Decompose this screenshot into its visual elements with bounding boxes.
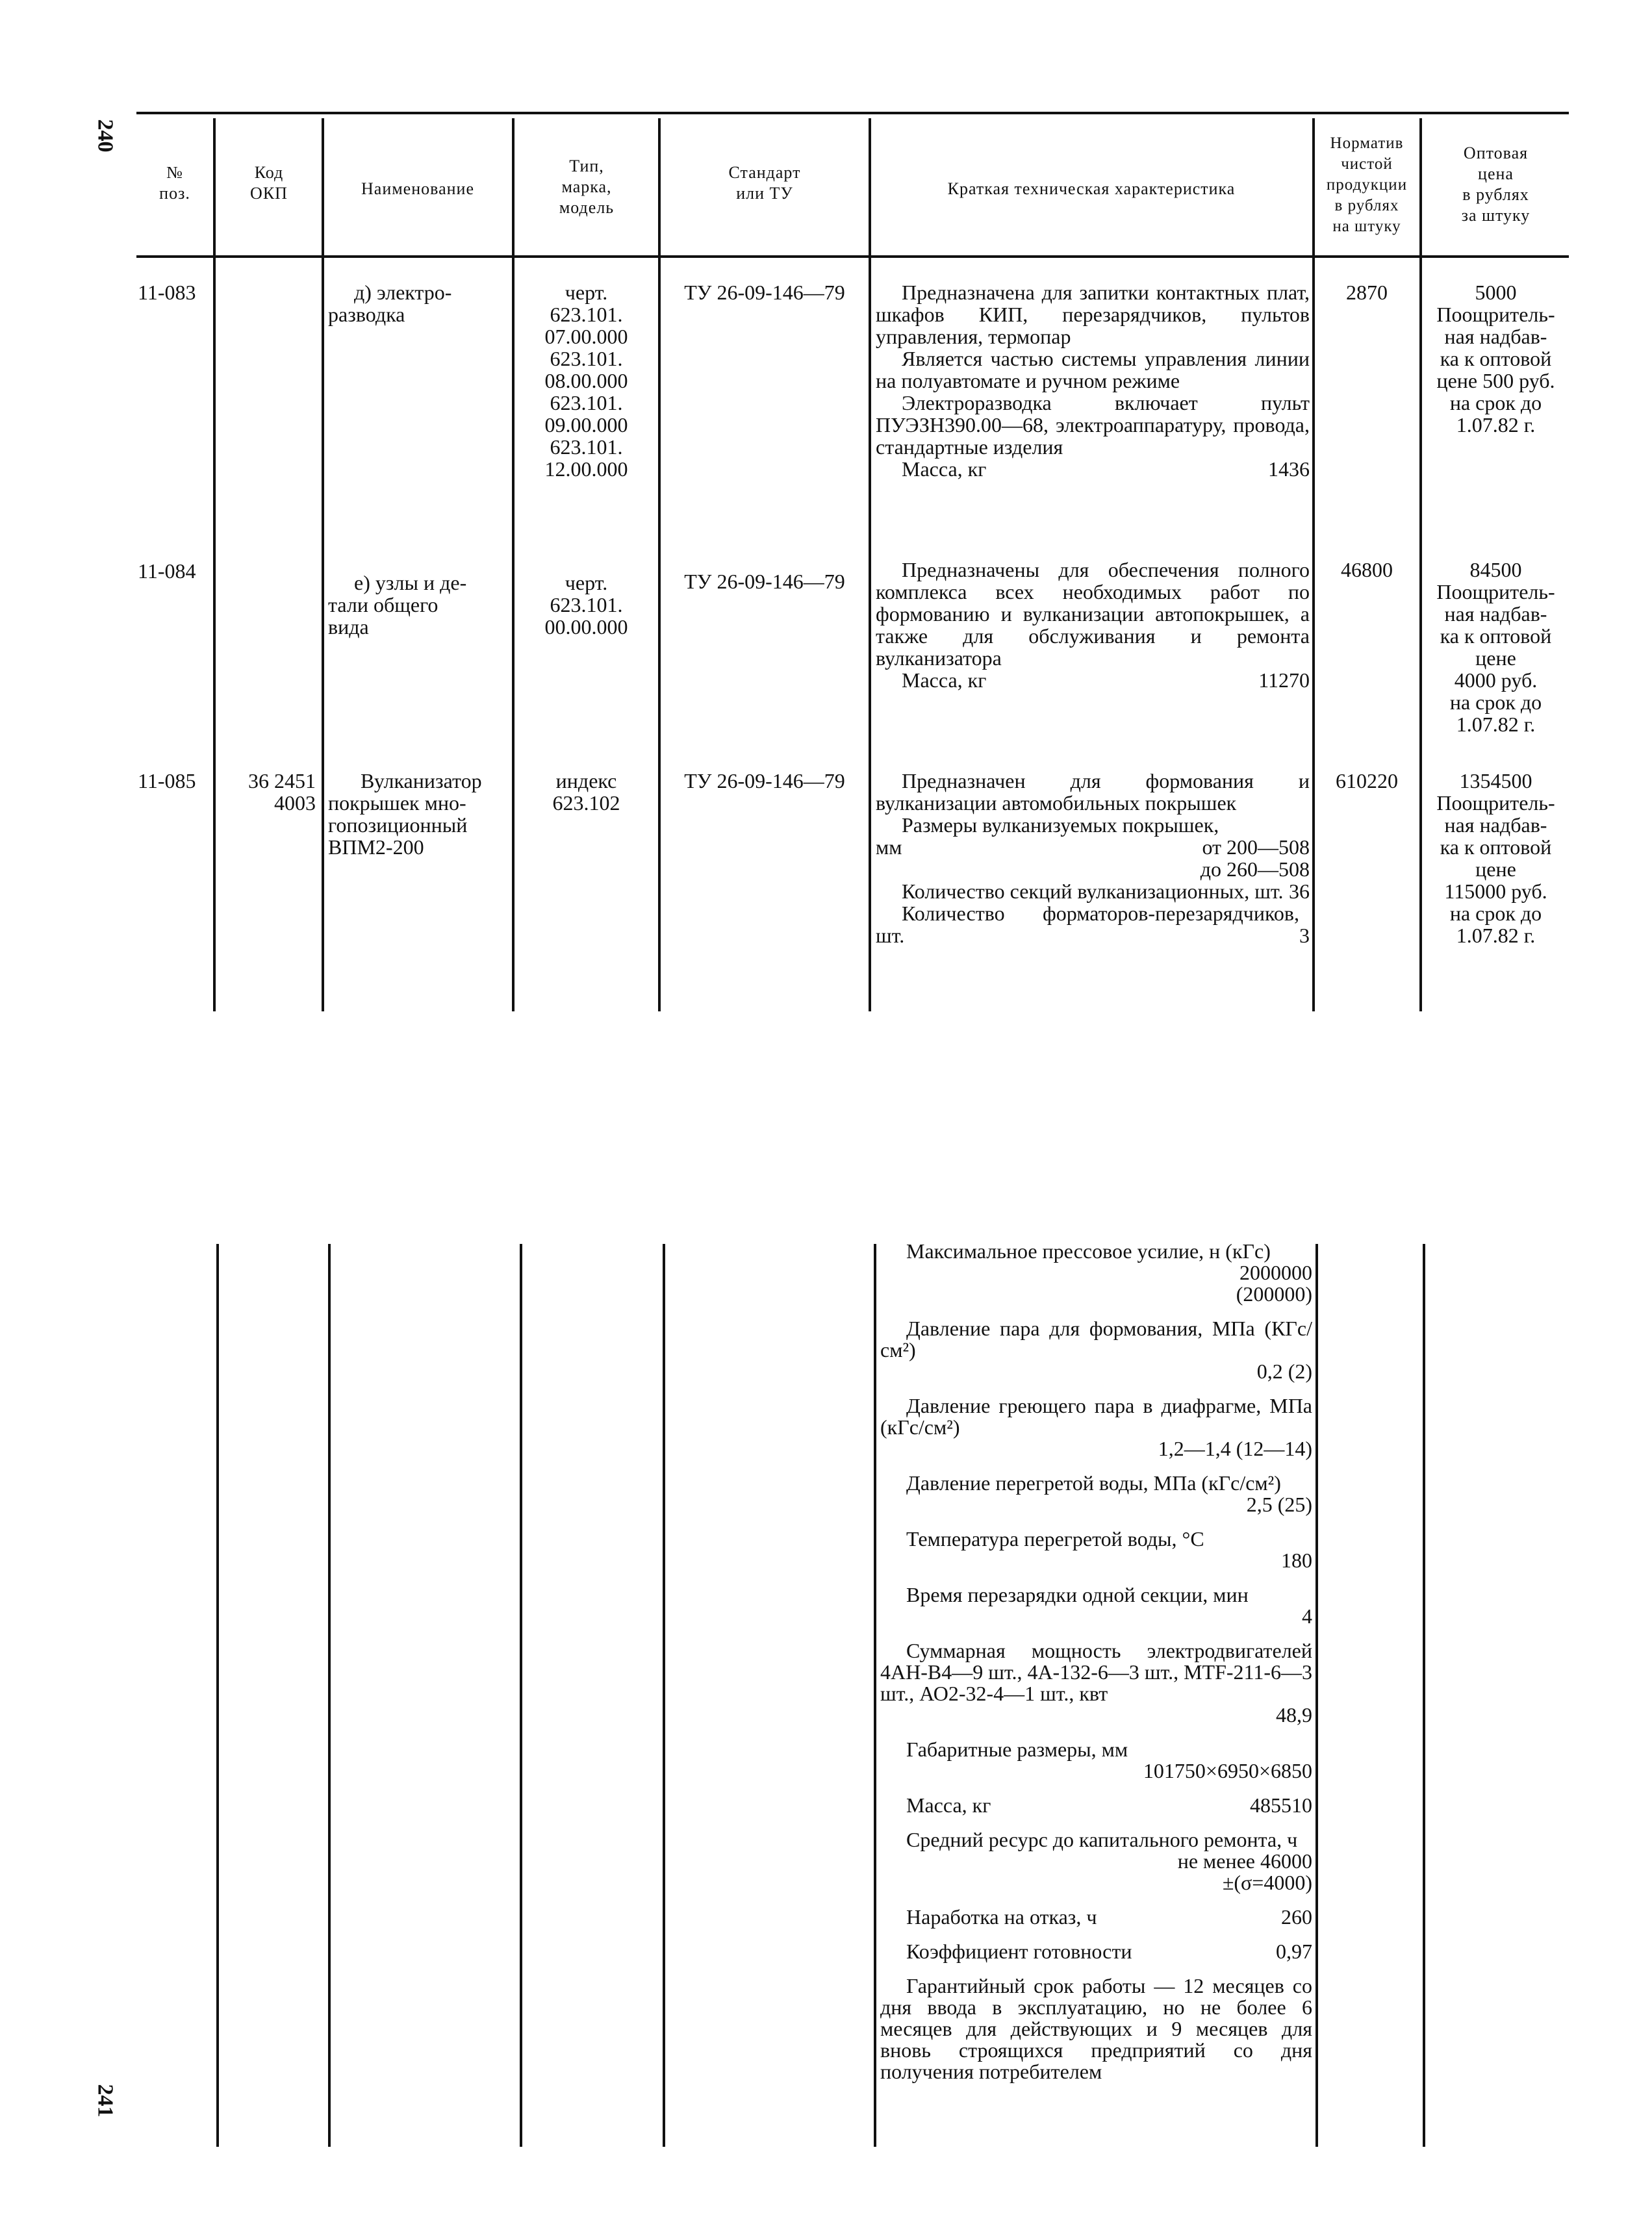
row-11-085-price: 1354500 Поощритель- ная надбав- ка к оптовой цене 115000 руб. на срок до 1.07.82 г.	[1436, 769, 1555, 947]
page-number-left: 240	[93, 119, 118, 153]
header-pos: № поз.	[159, 163, 190, 203]
col-rule-5	[869, 118, 871, 1011]
row-11-085-okp: 36 2451 4003	[248, 769, 316, 815]
cont-col-rule-1	[216, 1244, 219, 2147]
row-11-083-price: 5000 Поощритель- ная надбав- ка к оптовой цене 500 руб. на срок до 1.07.82 г.	[1436, 281, 1555, 437]
spec-item: Наработка на отказ, ч 260	[906, 1905, 1312, 1929]
spec-item: Давление перегретой воды, МПа (кГс/см²) 2,5 (25)	[906, 1471, 1312, 1516]
row-11-084-standard: ТУ 26-09-146—79	[684, 570, 845, 593]
row-11-085-characteristics: Предназначен для формования и вулканизации автомобильных покрышек Размеры вулканизуемых покрышек, мм от 200—508 до 260—508 Количество секций вулканизационных, шт. 36 Количество форматоров-перезарядчиков, шт. 3	[876, 769, 1310, 947]
header-norm: Норматив чистой продукции в рублях на штуку	[1326, 134, 1408, 235]
col-rule-2	[322, 118, 324, 1011]
row-11-083-pos: 11-083	[138, 281, 196, 304]
header-name: Наименование	[361, 179, 474, 198]
spec-item: Средний ресурс до капитального ремонта, ч не менее 46000 ±(σ=4000)	[906, 1828, 1312, 1894]
spec-item: Время перезарядки одной секции, мин 4	[906, 1583, 1312, 1628]
header-bottom-rule	[136, 255, 1569, 258]
row-11-085-norm: 610220	[1336, 769, 1398, 792]
cont-col-rule-5	[874, 1244, 876, 2147]
cont-col-rule-3	[520, 1244, 522, 2147]
row-11-084-norm: 46800	[1341, 558, 1393, 581]
spec-item: Суммарная мощность электродвигателей 4АН-В4—9 шт., 4А-132-6—3 шт., МТF-211-6—3 шт., АО2-32-4—1 шт., квт 48,9	[880, 1639, 1312, 1727]
cont-col-rule-6	[1315, 1244, 1318, 2147]
row-11-084-characteristics: Предназначены для обеспечения полного комплекса всех необходимых работ по формованию и вулканизации автопокрышек, а также для обслуживания и ремонта вулканизатора Масса, кг 11270	[876, 558, 1310, 692]
table-top-rule	[136, 112, 1569, 114]
col-rule-1	[213, 118, 216, 1011]
col-rule-4	[658, 118, 661, 1011]
header-characteristics: Краткая техническая характеристика	[947, 179, 1236, 198]
page-number-right: 241	[93, 2084, 118, 2118]
row-11-084-pos: 11-084	[138, 559, 196, 583]
row-11-083-standard: ТУ 26-09-146—79	[684, 281, 845, 304]
row-11-083-norm: 2870	[1346, 281, 1388, 304]
col-rule-7	[1419, 118, 1422, 1011]
col-rule-6	[1312, 118, 1315, 1011]
row-11-083-model: черт. 623.101. 07.00.000 623.101. 08.00.000 623.101. 09.00.000 623.101. 12.00.000	[544, 281, 628, 481]
continuation-specs	[880, 1241, 1312, 2082]
row-11-085-pos: 11-085	[138, 769, 196, 792]
row-11-083-characteristics: Предназначена для запитки контактных плат, шкафов КИП, перезарядчиков, пультов управления, термопар Является частью системы управления линии на полуавтомате и ручном режиме Электроразводка включает пульт ПУЭЗН390.00—68, электроаппаратуру, провода, стандартные изделия Масса, кг 1436	[876, 281, 1310, 481]
spec-item: Температура перегретой воды, °С 180	[906, 1527, 1312, 1572]
spec-item: Масса, кг 485510	[906, 1793, 1312, 1817]
spec-item: Давление пара для формования, МПа (КГс/см²) 0,2 (2)	[880, 1317, 1312, 1383]
cont-col-rule-2	[328, 1244, 331, 2147]
spec-item: Максимальное прессовое усилие, н (кГс) 2000000 (200000)	[906, 1239, 1312, 1306]
spec-item: Коэффициент готовности 0,97	[906, 1940, 1312, 1963]
row-11-084-price: 84500 Поощритель- ная надбав- ка к оптовой цене 4000 руб. на срок до 1.07.82 г.	[1436, 558, 1555, 736]
cont-col-rule-7	[1423, 1244, 1425, 2147]
spec-item: Давление греющего пара в диафрагме, МПа (кГс/см²) 1,2—1,4 (12—14)	[880, 1394, 1312, 1460]
warranty-text: Гарантийный срок работы — 12 месяцев со дня ввода в эксплуатацию, но не более 6 месяцев для действующих и 9 месяцев для вновь строящихся предприятий со дня получения потребителем	[880, 1974, 1312, 2083]
row-11-085-standard: ТУ 26-09-146—79	[684, 769, 845, 792]
row-11-084-name: е) узлы и де- тали общего вида	[328, 571, 467, 639]
header-model: Тип, марка, модель	[559, 157, 615, 217]
row-11-083-name: д) электро- разводка	[328, 281, 452, 326]
col-rule-3	[512, 118, 515, 1011]
header-standard: Стандарт или ТУ	[728, 163, 801, 203]
header-price: Оптовая цена в рублях за штуку	[1461, 144, 1531, 225]
spec-item: Габаритные размеры, мм 101750×6950×6850	[906, 1738, 1312, 1782]
row-11-084-model: черт. 623.101. 00.00.000	[544, 571, 628, 639]
cont-col-rule-4	[663, 1244, 665, 2147]
row-11-085-model: индекс 623.102	[552, 769, 620, 815]
header-okp: Код ОКП	[250, 163, 288, 203]
row-11-085-name: Вулканизатор покрышек мно- гопозиционный ВПМ2-200	[328, 769, 482, 859]
